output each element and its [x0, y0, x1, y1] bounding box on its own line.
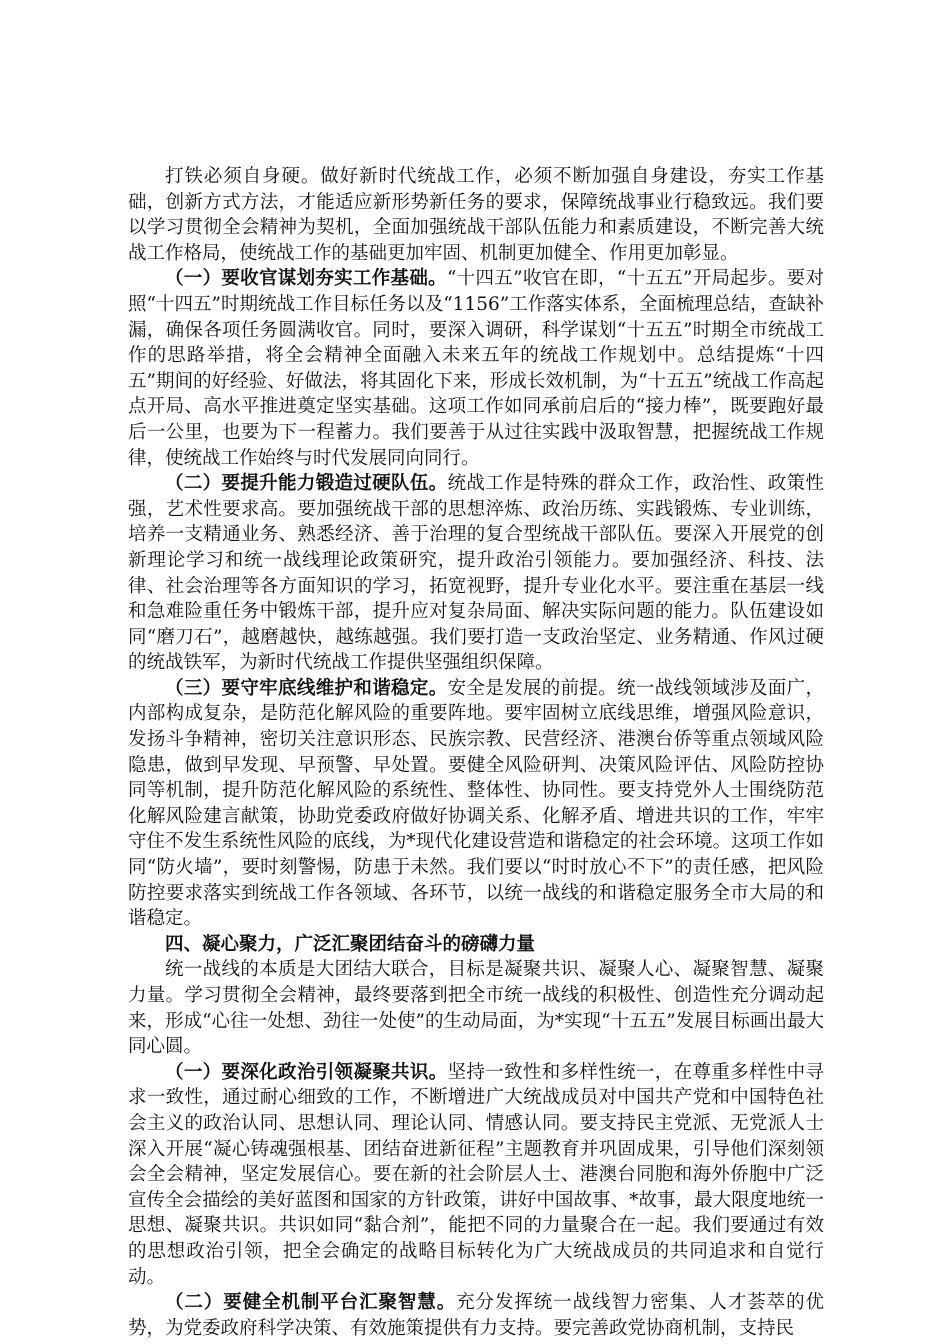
paragraph-lead: （一）要深化政治引领凝聚共识。 — [165, 1061, 448, 1083]
paragraph-lead: （二）要提升能力锻造过硬队伍。 — [165, 473, 448, 495]
section-heading-four: 四、凝心聚力，广泛汇聚团结奋斗的磅礴力量 — [165, 933, 536, 955]
paragraph-lead: （二）要健全机制平台汇聚智慧。 — [165, 1292, 457, 1314]
paragraph-text: 统一战线的本质是大团结大联合，目标是凝聚共识、凝聚人心、凝聚智慧、凝聚力量。学习贯彻全会精神，最终要落到把全市统一战线的积极性、创造性充分调动起来，形成“心往一处想、劲往一处使”的生动局面，为*实现“十五五”发展目标画出最大同心圆。 — [128, 959, 824, 1058]
paragraph-team — [128, 471, 824, 676]
paragraph-text: 统战工作是特殊的群众工作，政治性、政策性强，艺术性要求高。要加强统战干部的思想淬炼、政治历练、实践锻炼、专业训练，培养一支精通业务、熟悉经济、善于治理的复合型统战干部队伍。要深入开展党的创新理论学习和统一战线理论政策研究，提升政治引领能力。要加强经济、科技、法律、社会治理等各方面知识的学习，拓宽视野，提升专业化水平。要注重在基层一线和急难险重任务中锻炼干部，提升应对复杂局面、解决实际问题的能力。队伍建设如同“磨刀石”，越磨越快，越练越强。我们要打造一支政治坚定、业务精通、作风过硬的统战铁军，为新时代统战工作提供坚强组织保障。 — [128, 473, 824, 674]
paragraph-foundation — [128, 266, 824, 471]
paragraph-mechanism — [128, 1290, 824, 1341]
paragraph-consensus — [128, 1060, 824, 1290]
paragraph-unity — [128, 957, 824, 1059]
paragraph-stability — [128, 676, 824, 932]
paragraph-lead: （一）要收官谋划夯实工作基础。 — [165, 268, 447, 290]
paragraph-text: 充分发挥统一战线智力密集、人才荟萃的优势，为党委政府科学决策、有效施策提供有力支持。要完善政党协商机制，支持民 — [128, 1292, 824, 1339]
paragraph-text: 打铁必须自身硬。做好新时代统战工作，必须不断加强自身建设，夯实工作基础，创新方式方法，才能适应新形势新任务的要求，保障统战事业行稳致远。我们要以学习贯彻全会精神为契机，全面加强统战干部队伍能力和素质建设，不断完善大统战工作格局，使统战工作的基础更加牢固、机制更加健全、作用更加彰显。 — [128, 166, 824, 264]
paragraph-text: “十四五”收官在即，“十五五”开局起步。要对照“十四五”时期统战工作目标任务以及“1156”工作落实体系，全面梳理总结，查缺补漏，确保各项任务圆满收官。同时，要深入调研，科学谋划“十五五”时期全市统战工作的思路举措，将全会精神全面融入未来五年的统战工作规划中。总结提炼“十四五”期间的好经验、好做法，将其固化下来，形成长效机制，为“十五五”统战工作高起点开局、高水平推进奠定坚实基础。这项工作如同承前启后的“接力棒”，既要跑好最后一公里，也要为下一程蓄力。我们要善于从过往实践中汲取智慧，把握统战工作规律，使统战工作始终与时代发展同向同行。 — [128, 268, 824, 469]
paragraph-text: 安全是发展的前提。统一战线领域涉及面广，内部构成复杂，是防范化解风险的重要阵地。要牢固树立底线思维，增强风险意识，发扬斗争精神，密切关注意识形态、民族宗教、民营经济、港澳台侨等重点领域风险隐患，做到早发现、早预警、早处置。要健全风险研判、决策风险评估、风险防控协同等机制，提升防范化解风险的系统性、整体性、协同性。要支持党外人士围绕防范化解风险建言献策，协助党委政府做好协调关系、化解矛盾、增进共识的工作，牢牢守住不发生系统性风险的底线，为*现代化建设营造和谐稳定的社会环境。这项工作如同“防火墙”，要时刻警惕，防患于未然。我们要以“时时放心不下”的责任感，把风险防控要求落实到统战工作各领域、各环节，以统一战线的和谐稳定服务全市大局的和谐稳定。 — [128, 677, 824, 930]
paragraph-text: 坚持一致性和多样性统一，在尊重多样性中寻求一致性，通过耐心细致的工作，不断增进广大统战成员对中国共产党和中国特色社会主义的政治认同、思想认同、理论认同、情感认同。要支持民主党派、无党派人士深入开展“凝心铸魂强根基、团结奋进新征程”主题教育并巩固成果，引导他们深刻领会全会精神，坚定发展信心。要在新的社会阶层人士、港澳台同胞和海外侨胞中广泛宣传全会描绘的美好蓝图和国家的方针政策，讲好中国故事、*故事，最大限度地统一思想、凝聚共识。共识如同“黏合剂”，能把不同的力量聚合在一起。我们要通过有效的思想政治引领，把全会确定的战略目标转化为广大统战成员的共同追求和自觉行动。 — [128, 1061, 824, 1288]
paragraph-lead: （三）要守牢底线维护和谐稳定。 — [165, 677, 448, 699]
document-page — [128, 164, 824, 1341]
paragraph-self-construction — [128, 164, 824, 266]
